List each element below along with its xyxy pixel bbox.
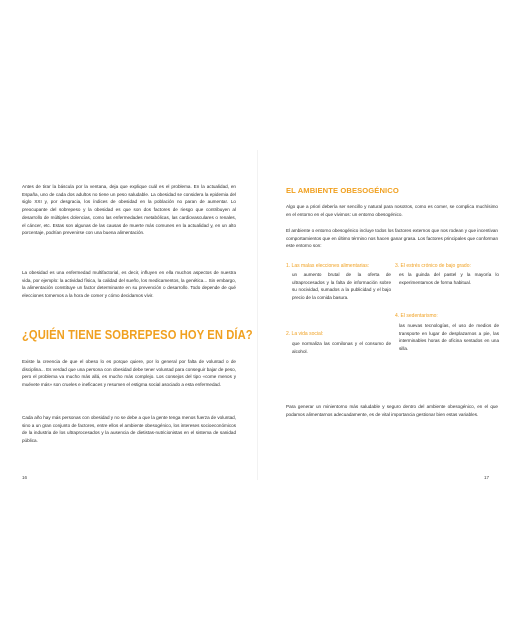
yearly-paragraph: Cada año hay más personas con obesidad y no se debe a que la gente tenga menos fuerza de voluntad, sino a un gran conjunto de factores, entre ellos el ambiente obesogénico, los intereses socioeconómicos de la industria de los ultraprocesados y la ausencia de dietistas-nutricionistas en el sistema de sanidad pública. <box>22 415 236 444</box>
right-intro-paragraph: Algo que a priori debería ser sencillo y natural para nosotros, como es comer, se complica muchísimo en el entorno en el que vivimos: un entorno obesogénico. <box>286 204 498 217</box>
factor-1-text: un aumento brutal de la oferta de ultraprocesados y la falta de información sobre su nocividad, sumados a la publicidad y el bajo precio de la comida basura. <box>292 272 391 301</box>
belief-paragraph: Existe la creencia de que el obeso lo es porque quiere, por lo general por falta de voluntad o de disciplina... Es verdad que una persona con obesidad debe tener voluntad para conseguir bajar de peso, pero el problema va mucho más allá, es mucho más complejo. Los consejos del tipo «come menos y muévete más» son crueles e ineficaces y resumen el estigma social asociado a esta enfermedad. <box>22 359 236 388</box>
section-heading-obesogenic: EL AMBIENTE OBESOGÉNICO <box>286 186 399 195</box>
multifactor-paragraph: La obesidad es una enfermedad multifactorial, es decir, influyen en ella muchos aspectos de nuestra vida, por ejemplo: la actividad física, la calidad del sueño, los medicamentos, la genética... Sin embargo, la alimentación constituye un factor determinante en su prevención o desarrollo. Todo depende de qué elecciones tomemos a la hora de comer y cómo decidamos vivir. <box>22 270 236 299</box>
factor-3-text: es la guinda del pastel y la mayoría lo experimentamos de forma habitual. <box>399 272 499 285</box>
factor-1-title: 1. Las malas elecciones alimentarias: <box>286 263 370 269</box>
section-heading-overweight: ¿QUIÉN TIENE SOBREPESO HOY EN DÍA? <box>22 329 253 343</box>
environment-paragraph: El ambiente o entorno obesogénico incluye todos los factores externos que nos rodean y que incentivan comportamientos que en último término nos hacen ganar grasa. Los factores principales que conforman este entorno son: <box>286 228 498 249</box>
factor-2-text: que normaliza las comilonas y el consumo de alcohol. <box>292 341 391 354</box>
factor-2-title: 2. La vida social: <box>286 331 324 337</box>
intro-paragraph: Antes de tirar la báscula por la ventana, deja que explique cuál es el problema. En la actualidad, en España, uno de cada dos adultos no tiene un peso saludable. La obesidad se considera la epidemia del siglo XXI y, por desgracia, los índices de obesidad en la población no paran de aumentar. Lo preocupante del sobrepeso y la obesidad es que son dos factores de riesgo que contribuyen al desarrollo de múltiples dolencias, como las enfermedades metabólicas, las cardiovasculares o renales, el cáncer, etc. Estas son algunas de las causas de muerte más comunes en la actualidad y, en un alto porcentaje, podrían prevenirse con una buena alimentación. <box>22 184 236 236</box>
right-page <box>258 0 516 640</box>
closing-paragraph: Para generar un minientorno más saludable y seguro dentro del ambiente obesogénico, en el que podamos alimentarnos adecuadamente, es de vital importancia gestionar bien estas variables. <box>286 404 498 417</box>
page-number-right: 17 <box>484 475 490 480</box>
factor-3-title: 3. El estrés crónico de bajo grado: <box>395 263 471 269</box>
factor-4-text: las nuevas tecnologías, el uso de medios de transporte en lugar de desplazarnos a pie, las interminables horas de oficina sentados en una silla. <box>399 323 499 352</box>
page-number-left: 16 <box>22 475 28 480</box>
factor-4-title: 4. El sedentarismo: <box>395 313 438 319</box>
